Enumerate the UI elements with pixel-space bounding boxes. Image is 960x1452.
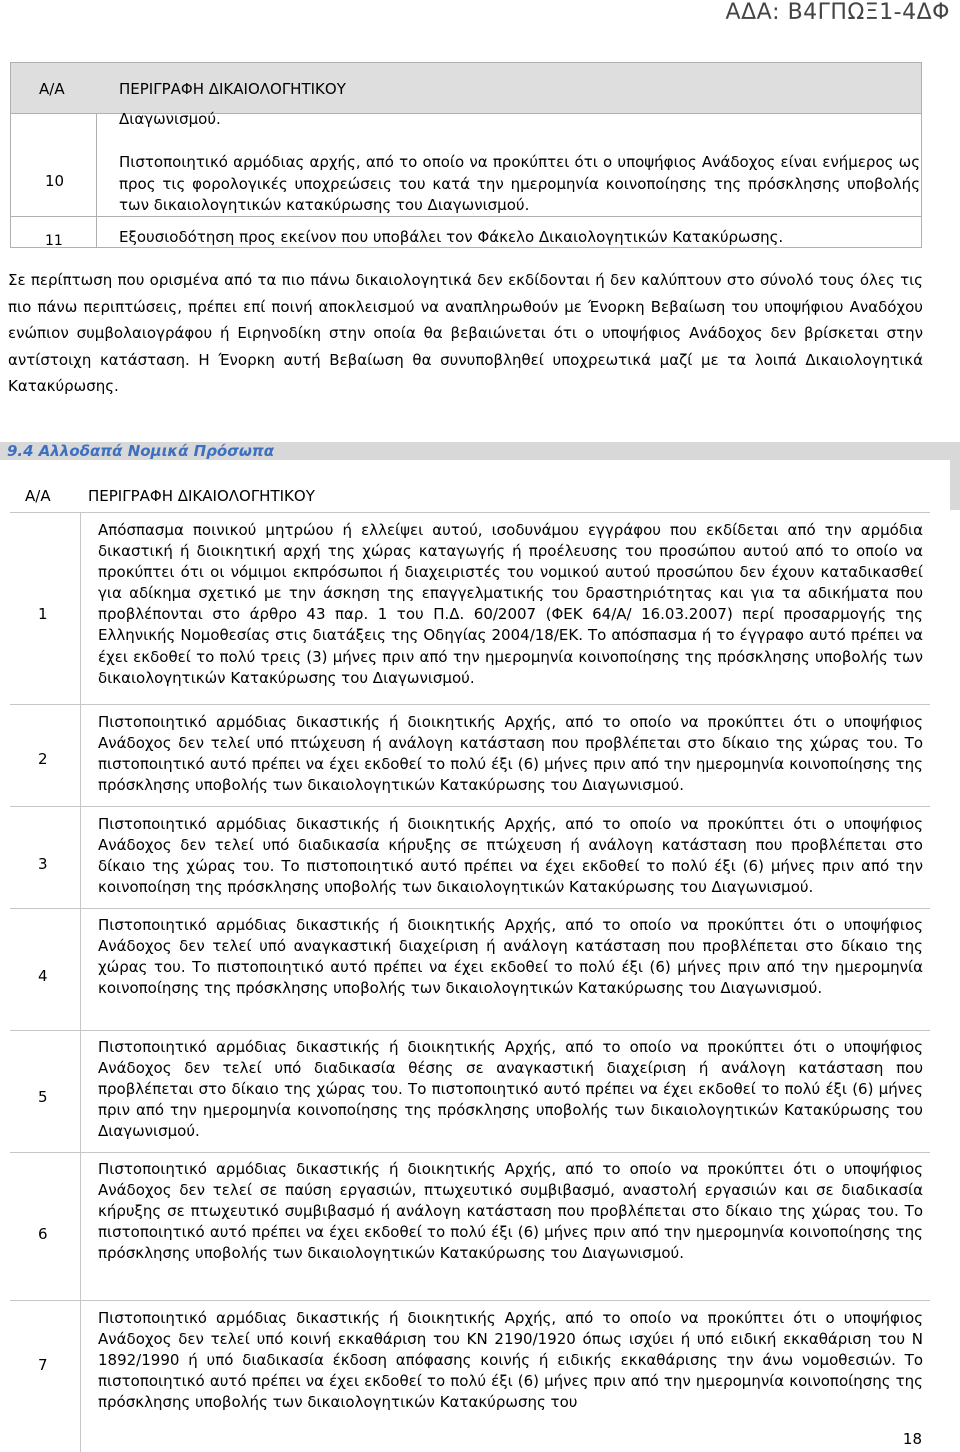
section-shade (950, 460, 960, 510)
table2-row-divider (10, 512, 930, 513)
table1-col-aa: Α/Α (39, 80, 65, 98)
row-text: Απόσπασμα ποινικού μητρώου ή ελλείψει αυτού, ισοδυνάμου εγγράφου που εκδίδεται από την αρμόδια δικαστική ή διοικητική αρχή της χώρας καταγωγής ή προέλευσης του προσώπου αυτού από το οποίο να προκύπτει ότι οι νόμιμοι εκπρόσωποι ή διαχειριστές του νομικού αυτού προσώπου δεν έχουν καταδικασθεί για αδίκημα σχετικό με την άσκηση της επαγγελματικής του δραστηριότητας και για τα αδικήματα που προβλέπονται στο άρθρο 43 παρ. 1 του Π.Δ. 60/2007 (ΦΕΚ 64/Α/ 16.03.2007) περί προσαρμογής της Ελληνικής Νομοθεσίας στις διατάξεις της Οδηγίας 2004/18/ΕΚ. Το απόσπασμα ή το έγγραφο αυτό πρέπει να έχει εκδοθεί το πολύ τρεις (3) μήνες πριν από την ημερομηνία κοινοποίησης της πρόσκλησης υποβολής των δικαιολογητικών Κατακύρωσης του Διαγωνισμού. (98, 521, 923, 687)
row-text: Πιστοποιητικό αρμόδιας δικαστικής ή διοικητικής Αρχής, από το οποίο να προκύπτει ότι ο υποψήφιος Ανάδοχος δεν τελεί υπό αναγκαστική διαχείριση ή ανάλογη κατάσταση που προβλέπεται στο δίκαιο της χώρας του. Το πιστοποιητικό αυτό πρέπει να έχει εκδοθεί το πολύ έξι (6) μήνες πριν από την ημερομηνία κοινοποίησης της πρόσκλησης υποβολής των δικαιολογητικών Κατακύρωσης του Διαγωνισμού. (98, 916, 923, 998)
ada-code: ΑΔΑ: Β4ΓΠΩΞ1-4ΔΦ (725, 0, 950, 25)
table2-row-divider (10, 806, 930, 807)
table1-col-desc: ΠΕΡΙΓΡΑΦΗ ΔΙΚΑΙΟΛΟΓΗΤΙΚΟΥ (119, 80, 346, 98)
table2-row-divider (10, 1300, 930, 1301)
section-heading-bar (0, 438, 960, 460)
section-title: 9.4 Αλλοδαπά Νομικά Πρόσωπα (7, 442, 275, 460)
row-text: Πιστοποιητικό αρμόδιας δικαστικής ή διοικητικής Αρχής, από το οποίο να προκύπτει ότι ο υποψήφιος Ανάδοχος δεν τελεί υπό διαδικασία θέσης σε αναγκαστική διαχείριση ή ανάλογη κατάσταση που προβλέπεται στο δίκαιο της χώρας του. Το πιστοποιητικό αυτό πρέπει να έχει εκδοθεί το πολύ έξι (6) μήνες πριν από την ημερομηνία κοινοποίησης της πρόσκλησης υποβολής των δικαιολογητικών Κατακύρωσης του Διαγωνισμού. (98, 1038, 923, 1141)
row-number: 4 (38, 967, 48, 985)
table2-col-aa: Α/Α (25, 487, 51, 505)
row-text: Πιστοποιητικό αρμόδιας αρχής, από το οποίο να προκύπτει ότι ο υποψήφιος Ανάδοχος είναι ενήμερος ως προς τις φορολογικές υποχρεώσεις του κατά την ημερομηνία κοινοποίησης της πρόσκλησης υποβολής των δικαιολογητικών κατακύρωσης του Διαγωνισμού. (119, 153, 920, 214)
row-number: 2 (38, 750, 48, 768)
row-text: Πιστοποιητικό αρμόδιας δικαστικής ή διοικητικής Αρχής, από το οποίο να προκύπτει ότι ο υποψήφιος Ανάδοχος δεν τελεί υπό πτώχευση ή ανάλογη κατάσταση που προβλέπεται στο δίκαιο της χώρας του. Το πιστοποιητικό αυτό πρέπει να έχει εκδοθεί το πολύ έξι (6) μήνες πριν από την ημερομηνία κοινοποίησης της πρόσκλησης υποβολής των δικαιολογητικών Κατακύρωσης του Διαγωνισμού. (98, 713, 923, 795)
row-number: 10 (45, 172, 65, 190)
table2-divider (80, 512, 81, 1452)
table2-row-divider (10, 908, 930, 909)
row-text: Πιστοποιητικό αρμόδιας δικαστικής ή διοικητικής Αρχής, από το οποίο να προκύπτει ότι ο υποψήφιος Ανάδοχος δεν τελεί υπό διαδικασία κήρυξης σε πτώχευση ή ανάλογη κατάσταση που προβλέπεται στο δίκαιο της χώρας του. Το πιστοποιητικό αυτό πρέπει να έχει εκδοθεί το πολύ έξι (6) μήνες πριν από την κοινοποίηση της πρόσκλησης υποβολής των δικαιολογητικών Κατακύρωσης του Διαγωνισμού. (98, 815, 923, 897)
table1-divider (96, 114, 97, 248)
table2-row-divider (10, 704, 930, 705)
row-number: 7 (38, 1356, 48, 1374)
table2-col-desc: ΠΕΡΙΓΡΑΦΗ ΔΙΚΑΙΟΛΟΓΗΤΙΚΟΥ (88, 487, 315, 505)
table2-row-divider (10, 1152, 930, 1153)
row-number: 5 (38, 1088, 48, 1106)
row-number: 11 (45, 233, 63, 249)
row-text: Πιστοποιητικό αρμόδιας δικαστικής ή διοικητικής Αρχής, από το οποίο να προκύπτει ότι ο υποψήφιος Ανάδοχος δεν τελεί υπό κοινή εκκαθάριση του ΚΝ 2190/1920 όπως ισχύει ή υπό ειδική εκκαθάριση του Ν 1892/1990 ή υπό διαδικασία έκδοση απόφασης κοινής ή ειδικής εκκαθάρισης την άνω νομοθεσιών. Το πιστοποιητικό αυτό πρέπει να έχει εκδοθεί το πολύ έξι (6) μήνες πριν από την ημερομηνία κοινοποίησης της πρόσκλησης υποβολής των δικαιολογητικών Κατακύρωσης του (98, 1309, 923, 1412)
body-paragraph: Σε περίπτωση που ορισμένα από τα πιο πάνω δικαιολογητικά δεν εκδίδονται ή δεν καλύπτουν στο σύνολό τους όλες τις πιο πάνω περιπτώσεις, πρέπει επί ποινή αποκλεισμού να αναπληρωθούν με Ένορκη Βεβαίωση του υποψήφιου Αναδόχου ενώπιον συμβολαιογράφου ή Ειρηνοδίκη στην οποία θα βεβαιώνεται ότι ο υποψήφιος Ανάδοχος δεν βρίσκεται στην αντίστοιχη κατάσταση. Η Ένορκη αυτή Βεβαίωση θα συνυποβληθεί υποχρεωτικά μαζί με τα λοιπά Δικαιολογητικά Κατακύρωσης. (8, 271, 923, 396)
row-text: Πιστοποιητικό αρμόδιας δικαστικής ή διοικητικής Αρχής, από το οποίο να προκύπτει ότι ο υποψήφιος Ανάδοχος δεν τελεί σε παύση εργασιών, πτωχευτικό συμβιβασμό, αναστολή εργασιών και σε διαδικασία κήρυξης σε πτωχευτικό συμβιβασμό ή ανάλογη κατάσταση που προβλέπεται στο δίκαιο της χώρας του. Το πιστοποιητικό αυτό πρέπει να έχει εκδοθεί το πολύ έξι (6) μήνες πριν από την ημερομηνία κοινοποίησης της πρόσκλησης υποβολής των δικαιολογητικών Κατακύρωσης του Διαγωνισμού. (98, 1160, 923, 1263)
row-text: Εξουσιοδότηση προς εκείνον που υποβάλει τον Φάκελο Δικαιολογητικών Κατακύρωσης. (119, 228, 784, 246)
row-number: 3 (38, 855, 48, 873)
table1-continuation: Διαγωνισμού. (119, 110, 221, 128)
table2-row-divider (10, 1030, 930, 1031)
table1-header (10, 62, 922, 114)
page-number: 18 (902, 1430, 922, 1448)
row-number: 1 (38, 605, 48, 623)
row-number: 6 (38, 1225, 48, 1243)
